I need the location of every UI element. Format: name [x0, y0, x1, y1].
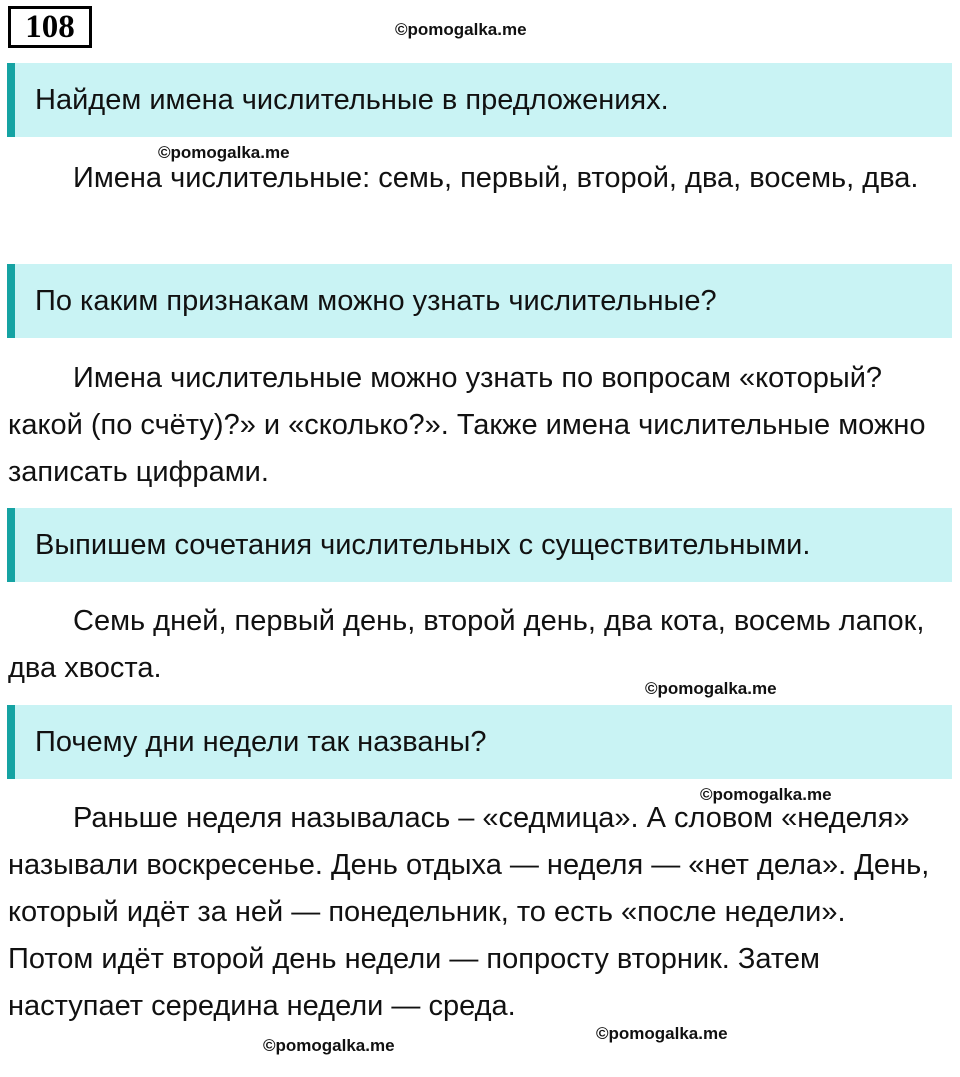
- answer-paragraph-4: Раньше неделя называлась – «седмица». А словом «неделя» называли воскресенье. День отдыха — неделя — «нет дела». День, который идёт за ней — понедельник, то есть «после недели». Потом идёт второй день недели — попросту вторник. Затем наступает середина недели — среда.: [8, 802, 930, 1022]
- question-heading-2: По каким признакам можно узнать числительные?: [35, 284, 717, 317]
- question-band-4: [7, 705, 952, 779]
- task-number: 108: [8, 6, 92, 48]
- question-heading-1: Найдем имена числительные в предложениях.: [35, 83, 669, 116]
- question-heading-4: Почему дни недели так названы?: [35, 725, 487, 758]
- watermark: ©pomogalka.me: [158, 143, 290, 162]
- question-heading-3: Выпишем сочетания числительных с существительными.: [35, 528, 811, 561]
- watermark: ©pomogalka.me: [263, 1036, 395, 1055]
- answer-paragraph-2: Имена числительные можно узнать по вопросам «который? какой (по счёту)?» и «сколько?». Также имена числительные можно записать цифрами.: [8, 362, 926, 488]
- watermark: ©pomogalka.me: [395, 20, 527, 39]
- answer-paragraph-3: Семь дней, первый день, второй день, два кота, восемь лапок, два хвоста.: [8, 605, 925, 684]
- question-band-3: [7, 508, 952, 582]
- answer-paragraph-1: Имена числительные: семь, первый, второй, два, восемь, два.: [73, 162, 919, 194]
- question-band-1: [7, 63, 952, 137]
- watermark: ©pomogalka.me: [645, 679, 777, 698]
- watermark: ©pomogalka.me: [596, 1024, 728, 1043]
- question-band-2: [7, 264, 952, 338]
- watermark: ©pomogalka.me: [700, 785, 832, 804]
